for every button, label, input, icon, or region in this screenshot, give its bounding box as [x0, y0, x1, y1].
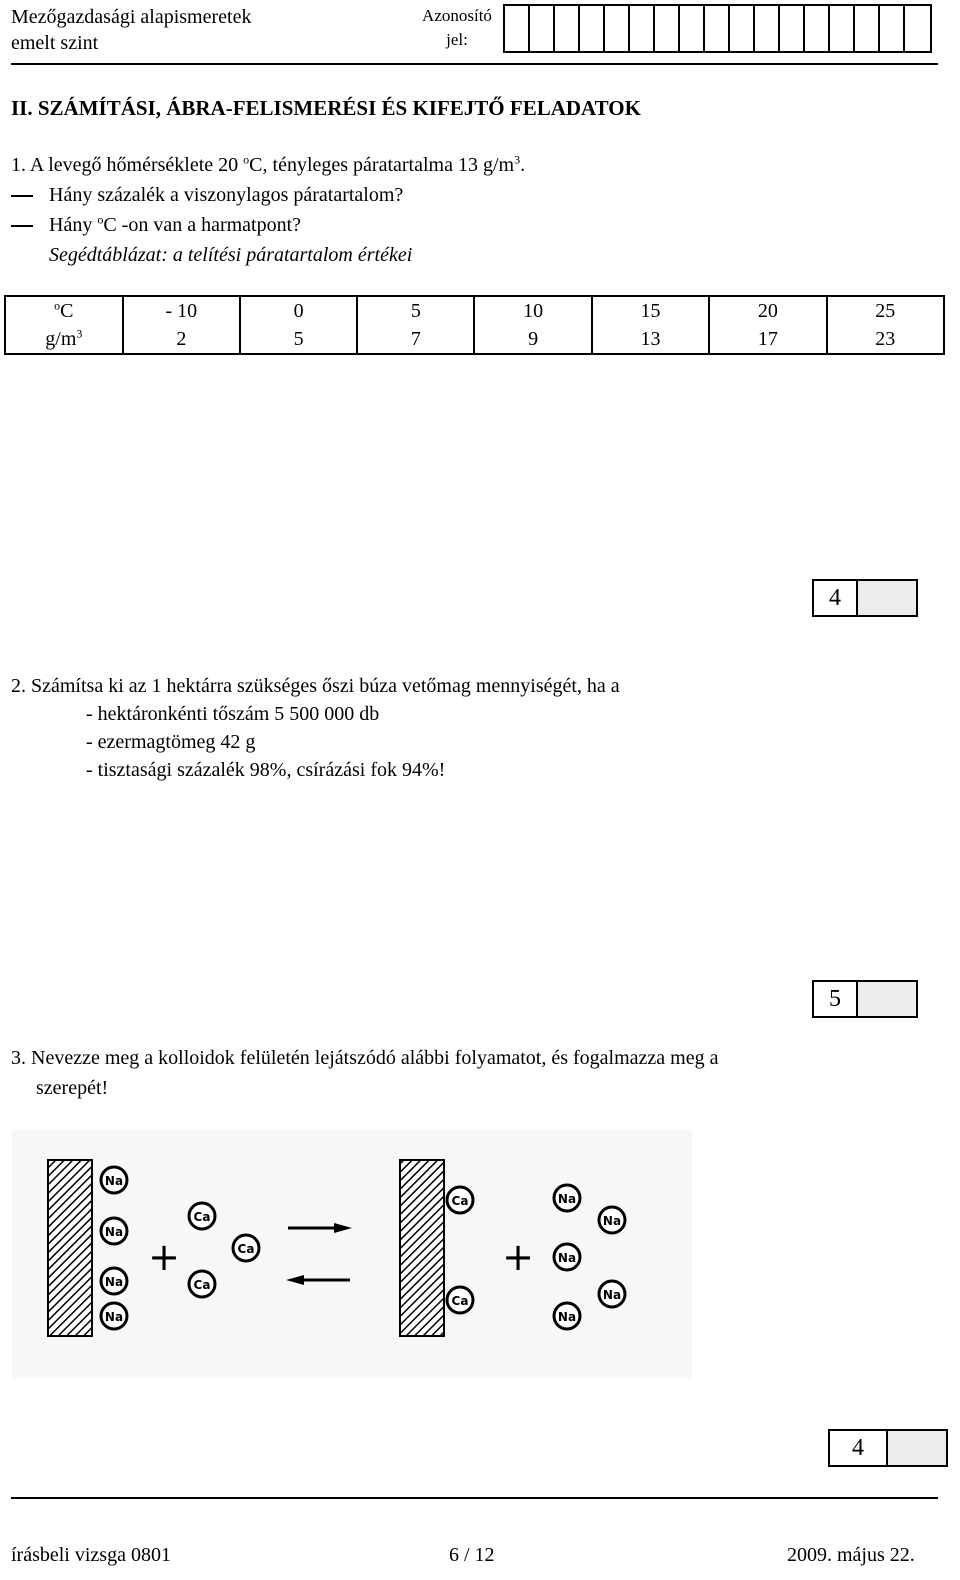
dash-bullet [11, 225, 33, 227]
id-box[interactable] [755, 6, 780, 51]
svg-text:Na: Na [104, 1275, 124, 1289]
ca-ion [447, 1187, 473, 1213]
q2-statement: 2. Számítsa ki az 1 hektárra szükséges őszi búza vetőmag mennyiségét, ha a [11, 675, 620, 697]
table-cell: 25 [827, 296, 944, 325]
footer-divider [11, 1497, 938, 1499]
id-box[interactable] [830, 6, 855, 51]
q1-statement: 1. A levegő hőmérséklete 20 $^o$C, tényleges páratartalma 13 $g/m^3$. [11, 152, 526, 176]
table-cell: 13 [592, 325, 709, 354]
table-row-temperature [5, 296, 944, 325]
q3-score-box [828, 1429, 948, 1467]
id-box[interactable] [680, 6, 705, 51]
q3-statement-cont: szerepét! [36, 1077, 109, 1099]
table-cell: 0 [240, 296, 357, 325]
subject-name: Mezőgazdasági alapismeretek [11, 6, 252, 28]
svg-text:Na: Na [557, 1310, 577, 1324]
id-box[interactable] [555, 6, 580, 51]
na-ion [554, 1303, 580, 1329]
footer-date: 2009. május 22. [787, 1544, 915, 1566]
row-header-humidity: $g/m^3$ [5, 325, 123, 354]
table-cell: 23 [827, 325, 944, 354]
q2-item: - tisztasági százalék 98%, csírázási fok 94%! [86, 759, 446, 781]
ca-ion [189, 1203, 215, 1229]
svg-text:Na: Na [557, 1192, 577, 1206]
q1-score-box [812, 579, 918, 617]
svg-text:Na: Na [557, 1251, 577, 1265]
table-cell: 10 [474, 296, 591, 325]
footer-exam-code: írásbeli vizsga 0801 [11, 1544, 171, 1566]
svg-text:Ca: Ca [451, 1194, 469, 1208]
q2-item: - hektáronkénti tőszám 5 500 000 db [86, 703, 380, 725]
exam-subject-header [11, 4, 251, 56]
plus-sign: + [502, 1235, 534, 1279]
id-box[interactable] [855, 6, 880, 51]
id-box[interactable] [530, 6, 555, 51]
id-box[interactable] [580, 6, 605, 51]
max-points: 4 [814, 581, 858, 615]
ca-ion [189, 1271, 215, 1297]
id-box[interactable] [730, 6, 755, 51]
id-code-boxes [503, 4, 932, 53]
svg-text:Na: Na [104, 1174, 124, 1188]
id-box[interactable] [880, 6, 905, 51]
id-box[interactable] [905, 6, 930, 51]
earned-points-field[interactable] [858, 982, 916, 1016]
svg-text:Na: Na [602, 1214, 622, 1228]
q2-score-box [812, 980, 918, 1018]
svg-text:Na: Na [104, 1310, 124, 1324]
id-box[interactable] [655, 6, 680, 51]
na-ion [599, 1207, 625, 1233]
colloid-particle-left [48, 1160, 92, 1336]
table-cell: 5 [240, 325, 357, 354]
table-row-humidity [5, 325, 944, 354]
ion-exchange-figure [0, 1130, 700, 1380]
id-box[interactable] [780, 6, 805, 51]
svg-text:Ca: Ca [193, 1278, 211, 1292]
exam-level: emelt szint [11, 32, 99, 54]
q1-subquestion-1: Hány százalék a viszonylagos páratartalom? [11, 181, 403, 209]
q2-item: - ezermagtömeg 42 g [86, 731, 256, 753]
header-divider [11, 63, 938, 65]
table-cell: 7 [357, 325, 474, 354]
na-ion [599, 1281, 625, 1307]
table-cell: 17 [709, 325, 826, 354]
table-cell: 5 [357, 296, 474, 325]
q3-statement: 3. Nevezze meg a kolloidok felületén lejátszódó alábbi folyamatot, és fogalmazza meg a [11, 1047, 719, 1069]
table-cell: 2 [123, 325, 240, 354]
saturation-humidity-table [4, 295, 945, 355]
q1-subquestion-2: Hány $^o$C -on van a harmatpont? [11, 211, 301, 239]
na-ion [101, 1303, 127, 1329]
svg-text:Na: Na [104, 1225, 124, 1239]
svg-text:Ca: Ca [193, 1210, 211, 1224]
table-cell: 9 [474, 325, 591, 354]
id-box[interactable] [630, 6, 655, 51]
dash-bullet [11, 195, 33, 197]
svg-text:Ca: Ca [451, 1294, 469, 1308]
na-ion [101, 1268, 127, 1294]
table-cell: - 10 [123, 296, 240, 325]
svg-text:Na: Na [602, 1288, 622, 1302]
max-points: 5 [814, 982, 858, 1016]
max-points: 4 [830, 1431, 888, 1465]
earned-points-field[interactable] [888, 1431, 946, 1465]
table-cell: 15 [592, 296, 709, 325]
table-caption: Segédtáblázat: a telítési páratartalom értékei [49, 244, 413, 266]
plus-sign: + [148, 1235, 180, 1279]
id-box[interactable] [605, 6, 630, 51]
earned-points-field[interactable] [858, 581, 916, 615]
table-cell: 20 [709, 296, 826, 325]
na-ion [101, 1167, 127, 1193]
ca-ion [447, 1287, 473, 1313]
na-ion [101, 1218, 127, 1244]
na-ion [554, 1244, 580, 1270]
id-box[interactable] [805, 6, 830, 51]
row-header-temperature: $^o$C [5, 296, 123, 325]
colloid-particle-right [400, 1160, 444, 1336]
page-number: 6 / 12 [449, 1544, 495, 1566]
id-label: Azonosító jel: [422, 6, 492, 49]
section-title: II. SZÁMÍTÁSI, ÁBRA-FELISMERÉSI ÉS KIFEJTŐ FELADATOK [11, 96, 641, 120]
ca-ion [233, 1235, 259, 1261]
na-ion [554, 1185, 580, 1211]
id-box[interactable] [505, 6, 530, 51]
id-box[interactable] [705, 6, 730, 51]
svg-text:Ca: Ca [237, 1242, 255, 1256]
